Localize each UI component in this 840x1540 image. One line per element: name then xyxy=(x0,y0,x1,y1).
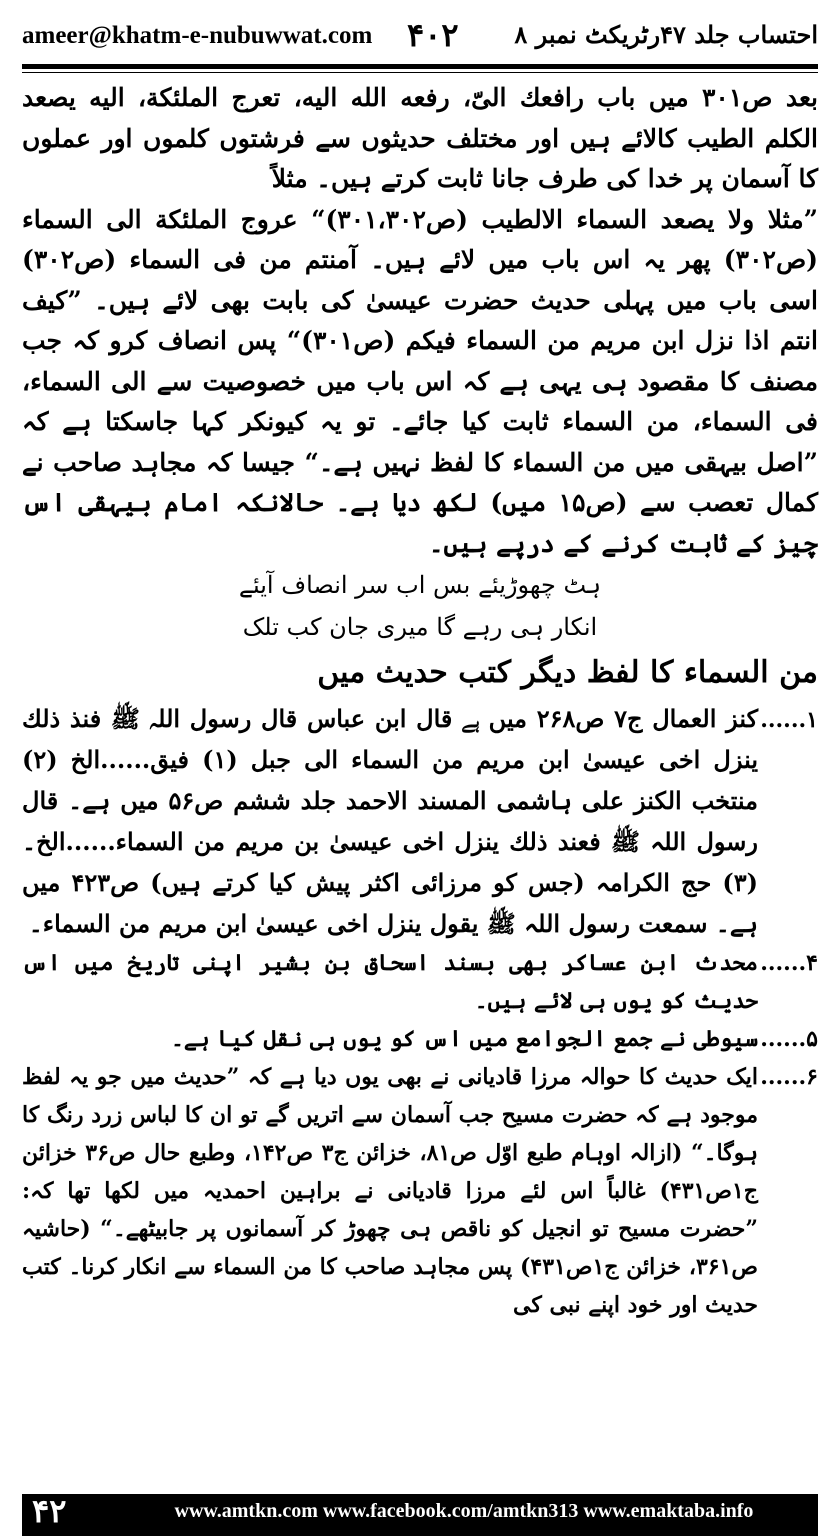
paragraph-2: ”مثلا ولا یصعد السماء الالطیب (ص۳۰۱،۳۰۲)“ عروج الملئكة الی السماء (ص۳۰۲) پھر یہ اس باب میں لائے ہیں۔ آمنتم من فی السماء (ص۳۰۲) اسی باب میں پہلی حدیث حضرت عیسیٰ کی بابت بھی لائے ہیں۔ ”كیف انتم اذا نزل ابن مریم من السماء فیكم (ص۳۰۱)“ پس انصاف کرو کہ جب مصنف کا مقصود ہی یہی ہے کہ اس باب میں خصوصیت سے الی السماء، فی السماء، من السماء ثابت کیا جائے۔ تو یہ کیونکر کہا جاسکتا ہے کہ ”اصل بیہقی میں من السماء کا لفظ نہیں ہے۔“ جیسا کہ مجاہد صاحب نے کمال تعصب سے (ص۱۵ میں) لکھ دیا ہے۔ حالانکہ امام بیہقی اس چیز کے ثابت کرنے کے درپے ہیں۔ xyxy=(22,204,818,558)
header-email: ameer@khatm-e-nubuwwat.com xyxy=(22,22,373,49)
list-item-text: کنز العمال ج۷ ص۲۶۸ میں ہے قال ابن عباس قال رسول اللہ ﷺ فنذ ذلك ینزل اخی عیسیٰ ابن مریم من السماء الی جبل (۱) فیق......الخ (۲) منتخب الکنز علی ہاشمی المسند الاحمد جلد ششم ص۵۶ میں ہے۔ قال رسول اللہ ﷺ فعند ذلك ینزل اخی عیسیٰ بن مریم من السماء......الخ۔ (۳) حج الکرامہ (جس کو مرزائی اکثر پیش کیا کرتے ہیں) ص۴۲۳ میں ہے۔ سمعت رسول اللہ ﷺ یقول ینزل اخی عیسیٰ ابن مریم من السماء۔ xyxy=(22,704,759,938)
verse-line-1: ہٹ چھوڑیئے بس اب سر انصاف آیئے xyxy=(238,571,602,599)
page-header xyxy=(22,14,818,66)
list-item-number: ۶...... xyxy=(760,1064,818,1090)
list-item-text: ایک حدیث کا حوالہ مرزا قادیانی نے بھی یوں دیا ہے کہ ”حدیث میں جو یہ لفظ موجود ہے کہ حضرت مسیح جب آسمان سے اتریں گے تو ان کا لباس زرد رنگ کا ہوگا۔“ (ازالہ اوہام طبع اوّل ص۸۱، خزائن ج۳ ص۱۴۲، وطبع حال ص۳۶ خزائن ج۱ص۴۳۱) غالباً اس لئے مرزا قادیانی نے براہین احمدیہ میں لکھا تھا کہ: ”حضرت مسیح تو انجیل کو ناقص ہی چھوڑ کر آسمانوں پر جابیٹھے۔“ (حاشیہ ص۳۶۱، خزائن ج۱ص۴۳۱) پس مجاہد صاحب کا من السماء سے انکار کرنا۔ کتب حدیث اور خود اپنے نبی کی xyxy=(22,1064,759,1318)
section-heading: من السماء کا لفظ دیگر کتب حدیث میں xyxy=(317,655,818,690)
list-item-number: ۵...... xyxy=(760,1026,818,1052)
list-item-number: ۴...... xyxy=(760,950,818,976)
footer-urls: www.amtkn.com www.facebook.com/amtkn313 www.emaktaba.info xyxy=(174,1500,754,1522)
list-item xyxy=(22,698,818,944)
list-item xyxy=(22,1058,818,1324)
list-item xyxy=(22,944,818,1020)
list-item-number: ۱...... xyxy=(760,707,818,733)
list-item xyxy=(22,1020,818,1058)
footer-page-number: ۴۲ xyxy=(32,1492,67,1530)
header-rule-thick xyxy=(22,64,818,69)
paragraph-1: بعد ص۳۰۱ میں باب رافعك الیّ، رفعه الله الیه، تعرج الملئكة، الیه یصعد الكلم الطیب کالائے ہیں اور مختلف حدیثوں سے فرشتوں کلموں اور عملوں کا آسمان پر خدا کی طرف جانا ثابت کرتے ہیں۔ مثلاً xyxy=(22,83,818,193)
header-title: احتساب جلد ۴۷رٹریکٹ نمبر ۸ xyxy=(514,20,818,49)
header-page-number: ۴۰۲ xyxy=(407,16,459,54)
list-item-text: سیوطی نے جمع الجوامع میں اس کو یوں ہی نقل کیا ہے۔ xyxy=(171,1026,758,1052)
list-item-text: محدث ابن عساکر بھی بسند اسحاق بن بشیر اپنی تاریخ میں اس حدیث کو یوں ہی لائے ہیں۔ xyxy=(22,950,758,1014)
reference-list xyxy=(22,698,818,1324)
header-rule-thin xyxy=(22,72,818,73)
page-body xyxy=(22,78,818,1324)
verse-line-2: انکار ہی رہے گا میری جان کب تلک xyxy=(242,613,598,641)
